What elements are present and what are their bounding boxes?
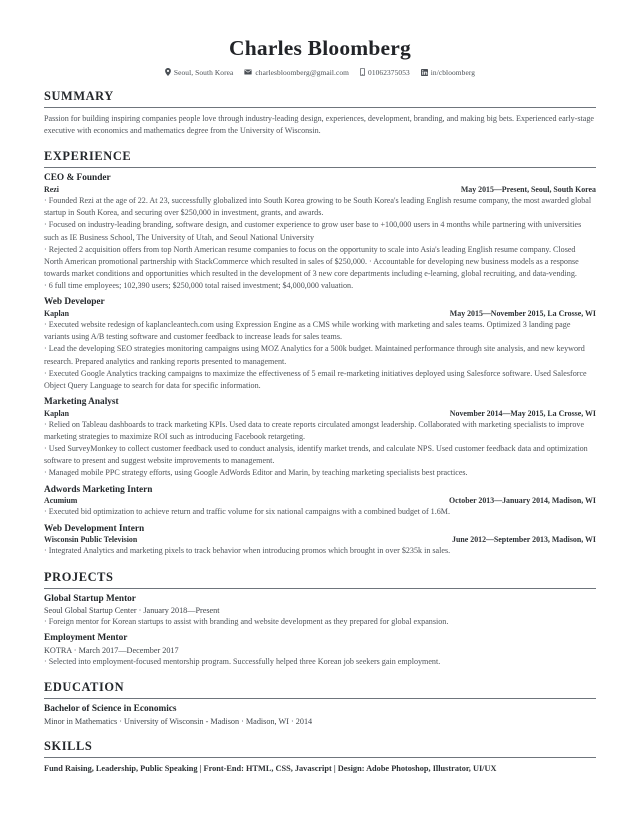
bullet-item: · Executed bid optimization to achieve return and traffic volume for six national campaigns with a combined budget of 1.6M.	[44, 506, 596, 518]
bullet-item: · Executed Google Analytics tracking campaigns to maximize the effectiveness of 5 email re-marketing initiatives deployed using Salesforce software. Used Salesforce Object Query Language to search for data for specific information.	[44, 368, 596, 392]
contact-location-text: Seoul, South Korea	[173, 67, 234, 77]
section-divider	[44, 107, 596, 108]
project-entry	[44, 633, 596, 668]
job-meta	[44, 309, 596, 319]
contact-linkedin-text: in/cbloomberg	[430, 67, 476, 77]
experience-entry	[44, 297, 596, 392]
section-summary	[44, 89, 596, 138]
project-title: Employment Mentor	[44, 633, 128, 644]
contact-phone-text: 01062375053	[368, 67, 410, 77]
contact-linkedin	[421, 68, 475, 77]
skills-text: Fund Raising, Leadership, Public Speaking | Front-End: HTML, CSS, Javascript | Design: Adobe Photoshop, Illustrator, UI/UX	[44, 763, 497, 773]
summary-text: Passion for building inspiring companies people love through industry-leading design, experiences, development, branding, and making big bets. Experienced early-stage executive with economics and mathematics degree from the University of Wisconsin.	[44, 113, 595, 135]
experience-list	[44, 172, 596, 557]
bullet-list	[44, 506, 596, 518]
contact-row	[44, 68, 596, 77]
bullet-list	[44, 545, 596, 557]
resume-header	[44, 37, 596, 77]
bullet-item: · Managed mobile PPC strategy efforts, using Google AdWords Editor and Marin, by teaching marketing specialists best practices.	[44, 467, 596, 479]
bullet-item: · 6 full time employees; 102,390 users; $250,000 total raised investment; $4,000,000 valuation.	[44, 280, 596, 292]
phone-icon	[360, 68, 365, 76]
company-name: Wisconsin Public Television	[44, 535, 138, 545]
section-title-skills: SKILLS	[44, 738, 93, 753]
section-education	[44, 680, 596, 727]
section-title-education: EDUCATION	[44, 680, 125, 695]
bullet-item: · Used SurveyMonkey to collect customer feedback used to conduct analysis, identify market trends, and calculate NPS. Used customer feedback data and optimization software to present and suggest website improvements to management.	[44, 443, 596, 467]
project-subline: KOTRA · March 2017—December 2017	[44, 645, 179, 655]
bullet-list	[44, 656, 596, 668]
section-divider	[44, 757, 596, 758]
education-list	[44, 703, 596, 727]
projects-list	[44, 593, 596, 669]
contact-email-text: charlesbloomberg@gmail.com	[255, 67, 350, 77]
bullet-item: · Founded Rezi at the age of 22. At 23, successfully globalized into South Korea growing to be South Korea's leading English resume company, the most awarded global startup in South Korea, and securing over $250,000 in investment, grants, and awards.	[44, 195, 596, 219]
contact-email	[244, 68, 349, 77]
company-name: Rezi	[44, 184, 59, 194]
section-title-projects: PROJECTS	[44, 569, 114, 584]
section-skills	[44, 739, 596, 775]
job-date-location: June 2012—September 2013, Madison, WI	[452, 535, 596, 545]
project-entry	[44, 594, 596, 629]
job-title: Web Development Intern	[44, 523, 145, 534]
company-name: Kaplan	[44, 308, 69, 318]
section-divider	[44, 588, 596, 589]
job-date-location: May 2015—Present, Seoul, South Korea	[460, 184, 596, 194]
experience-entry	[44, 485, 596, 519]
bullet-list	[44, 319, 596, 392]
candidate-name: Charles Bloomberg	[229, 36, 411, 60]
job-meta	[44, 535, 596, 545]
bullet-item: · Integrated Analytics and marketing pixels to track behavior when introducing promos which brought in over $235k in sales.	[44, 545, 596, 557]
degree-subline: Minor in Mathematics · University of Wisconsin - Madison · Madison, WI · 2014	[44, 716, 313, 726]
job-title: Web Developer	[44, 297, 105, 308]
contact-location	[165, 68, 233, 77]
job-title: CEO & Founder	[44, 173, 111, 184]
bullet-list	[44, 195, 596, 292]
bullet-item: · Selected into employment-focused mentorship program. Successfully helped three Korean job seekers gain employment.	[44, 656, 596, 668]
experience-entry	[44, 524, 596, 558]
job-meta	[44, 409, 596, 419]
section-divider	[44, 167, 596, 168]
bullet-item: · Foreign mentor for Korean startups to assist with branding and website development as they prepared for global expansion.	[44, 616, 596, 628]
bullet-item: · Rejected 2 acquisition offers from top North American resume companies to focus on the opportunity to scale into Asia's leading English resume company. Closed North American promotional partnership with StackCommerce which resulted in sales of $250,000. · Accountable for developing new business models as a response towards market conditions and opportunities which resulted in the development of 3 new core departments including e-learning, global recruiting, and data-vending.	[44, 244, 596, 280]
skills-body	[44, 762, 596, 775]
degree-title: Bachelor of Science in Economics	[44, 704, 177, 715]
job-title: Adwords Marketing Intern	[44, 484, 153, 495]
bullet-list	[44, 419, 596, 480]
job-date-location: November 2014—May 2015, La Crosse, WI	[449, 408, 596, 418]
job-meta	[44, 185, 596, 195]
company-name: Acumium	[44, 496, 78, 506]
bullet-item: · Executed website redesign of kaplancleantech.com using Expression Engine as a CMS while working with marketing and sales teams. Optimized 3 landing page variants using A/B testing software and customer feedback to increase leads for sales teams.	[44, 319, 596, 343]
project-title: Global Startup Mentor	[44, 593, 136, 604]
summary-body	[44, 112, 596, 138]
job-meta	[44, 496, 596, 506]
bullet-item: · Focused on industry-leading branding, software design, and customer experience to grow user base to +100,000 users in 4 months while partnering with universities such as IE Business School, The University of Utah, and Seoul National University	[44, 219, 596, 243]
envelope-icon	[244, 69, 252, 75]
section-experience	[44, 149, 596, 557]
job-date-location: May 2015—November 2015, La Crosse, WI	[449, 308, 596, 318]
contact-phone	[360, 68, 410, 77]
linkedin-icon	[421, 69, 428, 76]
bullet-item: · Relied on Tableau dashboards to track marketing KPIs. Used data to create reports circulated amongst leadership. Collaborated with marketing specialists to improve marketing strategies to maximize ROI such as introducing Facebook retargeting.	[44, 419, 596, 443]
job-date-location: October 2013—January 2014, Madison, WI	[448, 496, 596, 506]
project-subline: Seoul Global Startup Center · January 2018—Present	[44, 606, 220, 616]
bullet-list	[44, 616, 596, 628]
section-projects	[44, 570, 596, 669]
section-title-experience: EXPERIENCE	[44, 149, 132, 164]
location-pin-icon	[165, 68, 171, 76]
section-divider	[44, 698, 596, 699]
experience-entry	[44, 397, 596, 480]
experience-entry	[44, 173, 596, 292]
bullet-item: · Lead the developing SEO strategies monitoring campaigns using MOZ Analytics for a 500k budget. Maintained performance through site analysis, and new keyword research. Prepared analytics and ranking reports presented to management.	[44, 343, 596, 367]
company-name: Kaplan	[44, 408, 69, 418]
section-title-summary: SUMMARY	[44, 88, 114, 103]
education-entry	[44, 704, 596, 727]
job-title: Marketing Analyst	[44, 396, 119, 407]
